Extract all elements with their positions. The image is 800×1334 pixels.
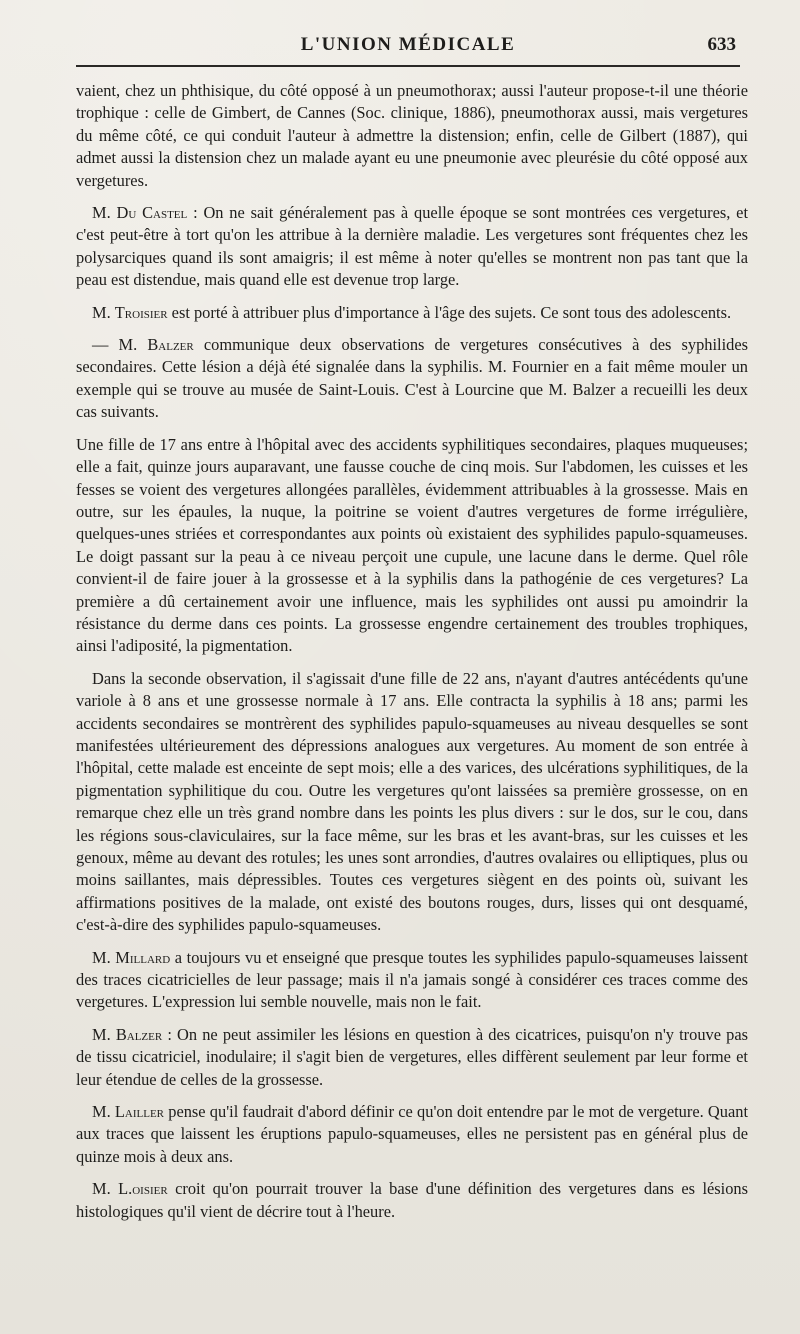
paragraph-text: est porté à attribuer plus d'importance à l'âge des sujets. Ce sont tous des adolescents. — [167, 302, 732, 322]
paragraph-du-castel — [76, 202, 748, 292]
speaker-prefix: M. — [92, 302, 115, 322]
paragraph-troisier — [76, 302, 748, 324]
speaker-name: Balzer — [147, 335, 194, 355]
speaker-name: Millard — [115, 947, 171, 967]
header-rule — [76, 65, 740, 67]
running-title: L'UNION MÉDICALE — [300, 34, 516, 55]
speaker-name: Troisier — [114, 302, 168, 322]
paragraph-text: croit qu'on pourrait trouver la base d'une définition des vergetures dans es lésions histologiques qu'il vient de décrire tout à l'heure. — [76, 1179, 748, 1221]
body-text — [76, 80, 748, 1223]
paragraph-loisier — [76, 1178, 748, 1223]
paragraph-text: a toujours vu et enseigné que presque toutes les syphilides papulo-squameuses laissent des traces cicatricielles de leur passage; mais il n'a jamais songé à considérer ces traces comme des vergetures. L'expression lui semble nouvelle, mais non le fait. — [76, 947, 748, 1012]
paragraph-first-case — [76, 434, 748, 658]
speaker-prefix: M. — [92, 1102, 115, 1122]
paragraph-balzer-reply — [76, 1024, 748, 1091]
paragraph-text: vaient, chez un phthisique, du côté opposé à un pneumothorax; aussi l'auteur propose-t-il une théorie trophique : celle de Gimbert, de Cannes (Soc. clinique, 1886), pneumothorax aussi, mais vergetures du même côté, ce qui conduit l'auteur à admettre la distension; enfin, celle de Gilbert (1887), qui admet aussi la distension chez un malade ayant eu une pneumonie avec pleurésie du côté opposé aux vergetures. — [76, 81, 748, 190]
paragraph-text: Dans la seconde observation, il s'agissait d'une fille de 22 ans, n'ayant d'autres antécédents qu'une variole à 8 ans et une grossesse normale à 17 ans. Elle contracta la syphilis à 18 ans; parmi les accidents secondaires se montrèrent des syphilides papulo-squameuses au niveau desquelles se sont manifestées ultérieurement des dépressions analogues aux vergetures. Au moment de son entrée à l'hôpital, cette malade est enceinte de sept mois; elle a des varices, des ulcérations syphilitiques, de la pigmentation syphilitique du cou. Outre les vergetures qu'ont laissées sa première grossesse, on en remarque chez elle un très grand nombre dans les points les plus divers : sur le dos, sur le cou, dans les régions sous-claviculaires, sur la face même, sur les bras et les avant-bras, sur les cuisses et les genoux, même au devant des rotules; les unes sont arrondies, d'autres ovalaires ou elliptiques, plus ou moins saillantes, mais dépressibles. Toutes ces vergetures siègent en des points où, suivant les affirmations positives de la malade, ont existé des boutons rouges, durs, lisses qui ont desquamé, c'est-à-dire des syphilides papulo-squameuses. — [76, 668, 748, 935]
speaker-prefix: — M. — [92, 335, 148, 355]
speaker-prefix: M. — [92, 1024, 116, 1044]
paragraph-second-case — [76, 668, 748, 937]
paragraph-millard — [76, 947, 748, 1014]
speaker-name: Du Castel — [116, 203, 188, 223]
paragraph-balzer-communication — [76, 334, 748, 424]
speaker-name: L.oisier — [118, 1179, 168, 1199]
paragraph-text: : On ne sait généralement pas à quelle époque se sont montrées ces vergetures, et c'est peut-être à tort qu'on les attribue à la dernière maladie. Les vergetures sont fréquentes chez les polysarciques quand ils sont amaigris; il est même à noter qu'elles se montrent non pas tant que la peau est distendue, mais quand elle est devenue trop large. — [76, 203, 749, 290]
paragraph-text: pense qu'il faudrait d'abord définir ce qu'on doit entendre par le mot de vergeture. Quant aux traces que laissent les éruptions papulo-squameuses, elles ne persistent pas en général plus de quinze mois à deux ans. — [76, 1102, 748, 1166]
page-number: 633 — [707, 34, 736, 55]
speaker-prefix: M. — [92, 947, 116, 967]
paragraph-text: Une fille de 17 ans entre à l'hôpital avec des accidents syphilitiques secondaires, plaques muqueuses; elle a fait, quinze jours auparavant, une fausse couche de cinq mois. Sur l'abdomen, les cuisses et les fesses se voient des vergetures allongées parallèles, évidemment attribuables à la grossesse. Mais en outre, sur les épaules, la nuque, la poitrine se voient d'autres vergetures de forme irrégulière, quelques-unes striées et correspondantes aux points où existaient des syphilides papulo-squameuses. Le doigt passant sur la peau à ce niveau perçoit une cupule, une lacune dans le derme. Quel rôle convient-il de faire jouer à la grossesse et à la syphilis dans la pathogénie de ces vergetures? La première a dû certainement avoir une influence, mais les syphilides ont aussi pu amoindrir la résistance du derme dans ces points. La grossesse engendre certainement des troubles trophiques, ainsi l'adiposité, la pigmentation. — [76, 434, 748, 656]
speaker-prefix: M. — [92, 1179, 119, 1199]
paragraph-continuation — [76, 80, 748, 192]
paragraph-lailler — [76, 1101, 748, 1168]
speaker-prefix: M. — [92, 203, 117, 223]
paragraph-text: : On ne peut assimiler les lésions en question à des cicatrices, puisqu'on n'y trouve pas de tissu cicatriciel, inodulaire; il s'agit bien de vergetures, elles diffèrent seulement par leur forme et leur étendue de celles de la grossesse. — [76, 1024, 748, 1089]
running-head — [76, 28, 740, 70]
paragraph-text: communique deux observations de vergetures consécutives à des syphilides secondaires. Cette lésion a déjà été signalée dans la syphilis. M. Fournier en a fait même mouler un exemple qui se trouve au musée de Saint-Louis. C'est à Lourcine que M. Balzer a recueilli les deux cas suivants. — [76, 335, 748, 422]
speaker-name: Balzer — [115, 1024, 163, 1044]
speaker-name: Lailler — [114, 1102, 165, 1122]
